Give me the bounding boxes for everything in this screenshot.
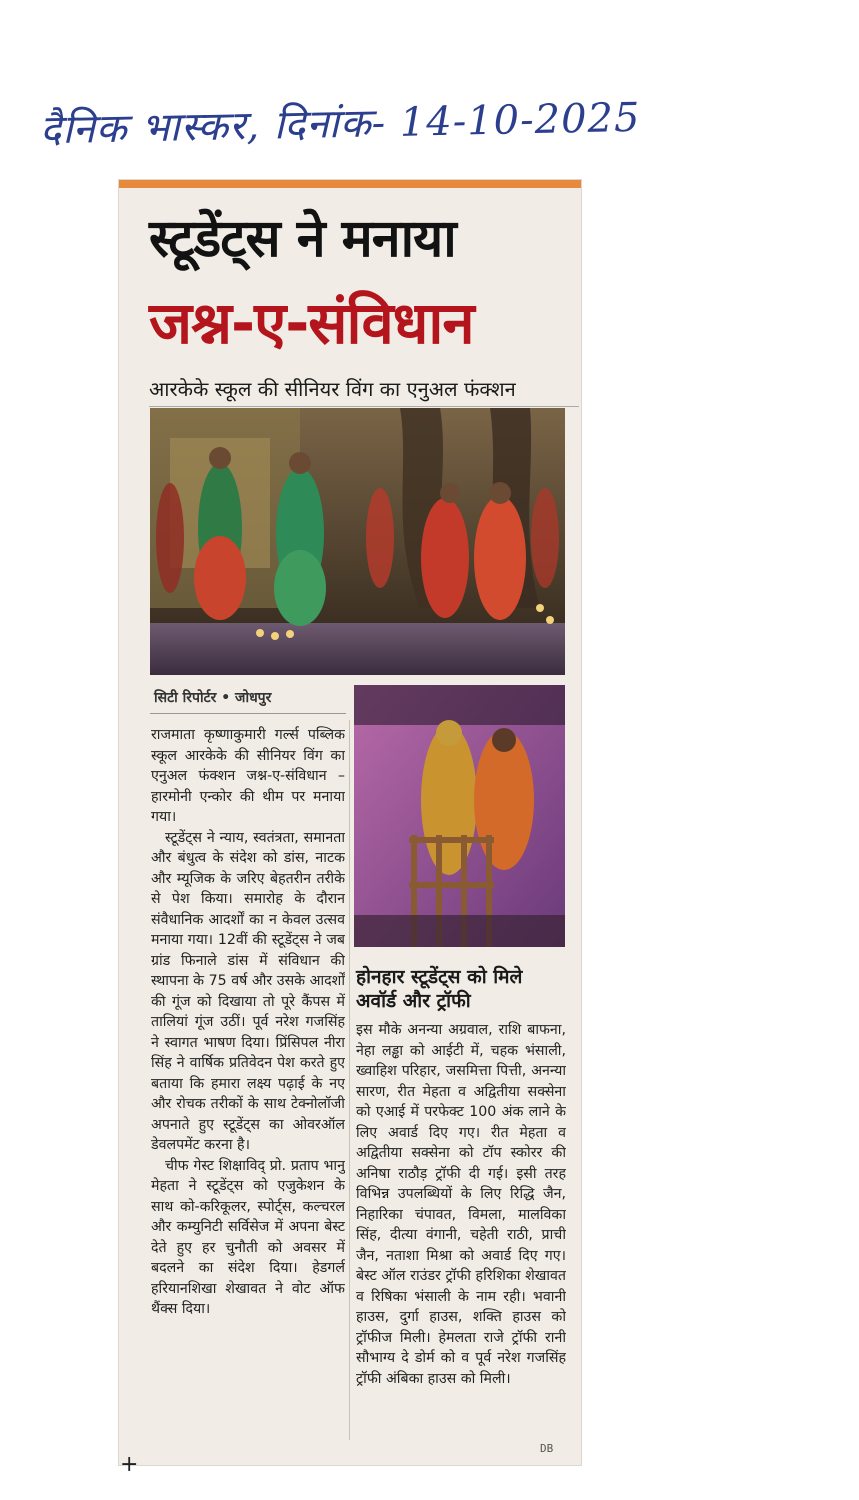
headline-line-1: स्टूडेंट्स ने मनाया xyxy=(149,209,456,269)
byline: सिटी रिपोर्टर • जोधपुर xyxy=(154,690,272,706)
awards-subheading: होनहार स्टूडेंट्स को मिले अवॉर्ड और ट्रॉफी xyxy=(356,966,523,1012)
dance-performance-photo xyxy=(150,408,565,675)
crop-mark-icon: + xyxy=(120,1452,139,1477)
handwritten-date-note: दैनिक भास्कर, दिनांक- 14-10-2025 xyxy=(39,94,641,154)
paragraph: राजमाता कृष्णाकुमारी गर्ल्स पब्लिक स्कूल आरकेके की सीनियर विंग का एनुअल फंक्शन जश्न-ए-संविधान – हारमोनी एन्कोर की थीम पर मनाया गया। xyxy=(151,727,345,825)
newspaper-clipping xyxy=(119,180,581,1465)
article-body-right xyxy=(356,1020,566,1440)
column-divider xyxy=(349,720,350,1440)
headline-line-2: जश्न-ए-संविधान xyxy=(149,289,474,357)
page-mark: DB xyxy=(540,1442,554,1455)
top-color-bar xyxy=(119,180,581,188)
subheadline: आरकेके स्कूल की सीनियर विंग का एनुअल फंक्शन xyxy=(149,375,579,407)
paragraph: चीफ गेस्ट शिक्षाविद् प्रो. प्रताप भानु मेहता ने स्टूडेंट्स को एजुकेशन के साथ को-करिकूलर, स्पोर्ट्स, कल्चरल और कम्युनिटी सर्विसेज में अपना बेस्ट देते हुए हर चुनौती को अवसर में बदलने का संदेश दिया। हेडगर्ल हरियानशिखा शेखावत ने वोट ऑफ थैंक्स दिया। xyxy=(151,1157,345,1317)
article-body-left xyxy=(151,725,345,1455)
paragraph: स्टूडेंट्स ने न्याय, स्वतंत्रता, समानता और बंधुत्व के संदेश को डांस, नाटक और म्यूजिक के जरिए बेहतरीन तरीके से पेश किया। समारोह के दौरान संवैधानिक आदर्शों का न केवल उत्सव मनाया गया। 12वीं की स्टूडेंट्स ने जब ग्रांड फिनाले डांस में संविधान की स्थापना के 75 वर्ष और उसके आदर्शों की गूंज को दिखाया तो पूरे कैंपस में तालियां गूंज उठीं। पूर्व नरेश गजसिंह ने स्वागत भाषण दिया। प्रिंसिपल नीरा सिंह ने वार्षिक प्रतिवेदन पेश करते हुए बताया कि हमारा लक्ष्य पढ़ाई के नए और रोचक तरीकों के साथ टेक्नोलॉजी अपनाते हुए स्टूडेंट्स का ओवरऑल डेवलपमेंट करना है। xyxy=(151,829,345,1153)
drama-scene-photo xyxy=(354,685,565,947)
byline-rule xyxy=(150,713,346,714)
paragraph: इस मौके अनन्या अग्रवाल, राशि बाफना, नेहा लड्ढा को आईटी में, चहक भंसाली, ख्वाहिश परिहार, जसमित्ता पित्ती, अनन्या सारण, रीत मेहता व अद्वितीया सक्सेना को एआई में परफेक्ट 100 अंक लाने के लिए अवार्ड दिए गए। रीत मेहता व अद्वितीया सक्सेना को टॉप स्कोरर की अनिषा राठौड़ ट्रॉफी दी गई। इसी तरह विभिन्न उपलब्धियों के लिए रिद्धि जैन, निहारिका चंपावत, विमला, मालविका सिंह, दीत्या वंगानी, चहेती राठी, प्राची जैन, नताशा मिश्रा को अवार्ड दिए गए। बेस्ट ऑल राउंडर ट्रॉफी हरिशिका शेखावत व रिषिका भंसाली के नाम रही। भवानी हाउस, दुर्गा हाउस, शक्ति हाउस को ट्रॉफीज मिली। हेमलता राजे ट्रॉफी रानी सौभाग्य दे डोर्म को व पूर्व नरेश गजसिंह ट्रॉफी अंबिका हाउस को मिली। xyxy=(356,1022,566,1387)
